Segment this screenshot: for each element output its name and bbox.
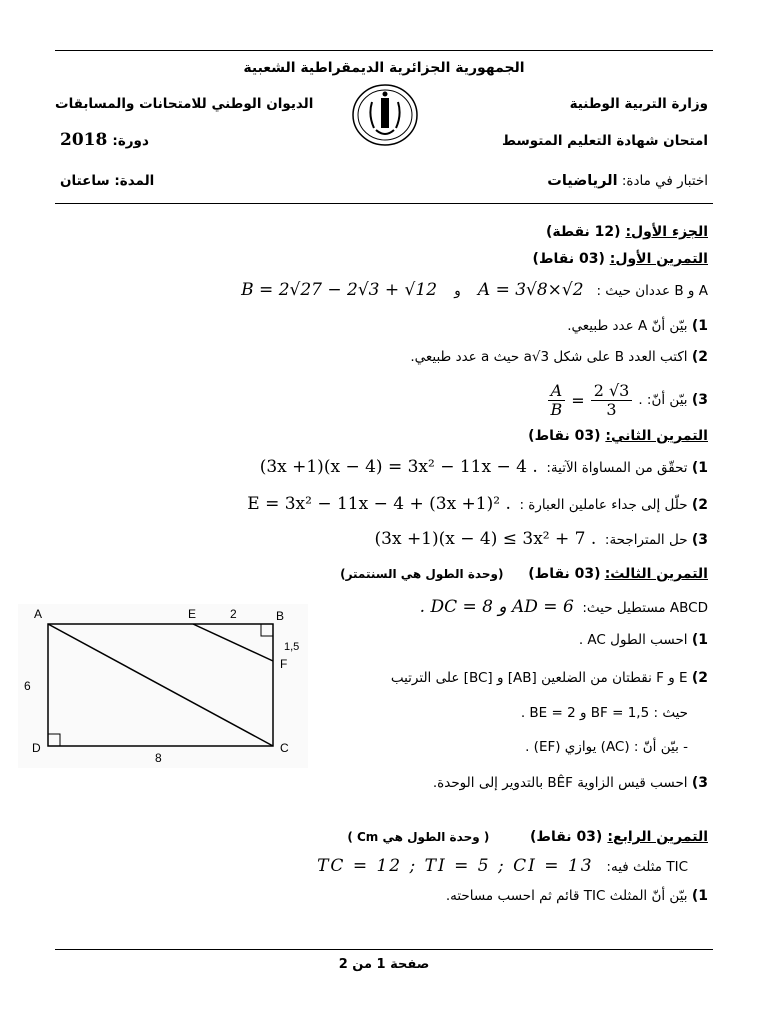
ex2-q2-num: 2)	[691, 497, 708, 513]
dim-eb: 2	[230, 607, 237, 621]
republic-title: الجمهورية الجزائرية الديمقراطية الشعبية	[243, 60, 525, 76]
ex4-heading	[347, 826, 708, 845]
ex3-heading	[340, 566, 708, 582]
ex3-intro-line	[420, 597, 708, 617]
part1-title: الجزء الأول:	[625, 224, 708, 240]
ex2-q2	[247, 494, 708, 514]
ex1-q3-num: 3)	[691, 392, 708, 408]
header-bottom-rule	[55, 203, 713, 204]
ex1-title: التمرين الأول:	[609, 251, 708, 267]
part1-points: (12 نقطة)	[545, 224, 621, 240]
label-f: F	[280, 657, 288, 671]
ex2-q3-text: حل المتراجحة:	[604, 532, 688, 548]
label-c: C	[280, 741, 289, 755]
ex2-title: التمرين الثاني:	[605, 428, 708, 444]
ex3-points: (03 نقاط)	[528, 566, 601, 582]
ex1-q3-equation: $\frac{A}{B}$ = $\frac{2 √3}{3}$ .	[548, 382, 643, 419]
ex1-points: (03 نقاط)	[532, 251, 605, 267]
ex3-q3-text: احسب قيس الزاوية BÊF بالتدوير إلى الوحدة.	[432, 775, 688, 791]
duration-value: ساعتان	[60, 173, 110, 189]
ex1-q1	[567, 318, 708, 334]
ex4-q1	[446, 888, 708, 904]
ex2-q2-text: حلّل إلى جداء عاملين العبارة :	[519, 497, 688, 513]
ex4-intro-formula: TC = 12 ; TI = 5 ; CI = 13	[317, 856, 594, 876]
ex4-q1-text: بيّن أنّ المثلث TIC قائم ثم احسب مساحته.	[445, 888, 688, 904]
subject-info	[547, 173, 708, 189]
ex4-unit: ( وحدة الطول هي Cm )	[347, 830, 490, 844]
ex3-q3-num: 3)	[691, 775, 708, 791]
ex3-intro-formula: AD = 6 و DC = 8 .	[419, 597, 574, 617]
ex2-q1-text: تحقّق من المساواة الآتية:	[546, 460, 688, 476]
ministry-name: وزارة التربية الوطنية	[569, 96, 708, 112]
equals-sign: =	[571, 390, 585, 410]
dim-dc: 8	[155, 751, 162, 765]
ex2-q1-formula: (3x +1)(x − 4) = 3x² − 11x − 4 .	[259, 457, 538, 477]
page-number: صفحة 1 من 2	[338, 957, 430, 972]
ex1-heading	[533, 251, 708, 267]
ex4-title: التمرين الرابع:	[607, 829, 708, 845]
fraction-2root3-over-3	[591, 382, 633, 419]
ex3-unit: (وحدة الطول هي السنتمتر)	[340, 567, 504, 581]
ex2-q2-formula: E = 3x² − 11x − 4 + (3x +1)² .	[247, 494, 511, 514]
denominator-b: B	[550, 399, 563, 419]
ex1-and: و	[454, 283, 461, 299]
ex1-q3	[548, 380, 708, 420]
ex3-q2	[391, 670, 708, 686]
ex3-q2c: - بيّن أنّ : (AC) يوازي (EF) .	[525, 739, 688, 755]
rectangle-figure	[18, 604, 308, 768]
fraction-a-over-b	[548, 382, 566, 419]
footer-rule	[55, 949, 713, 950]
ex1-formula-a: A = 3√8×√2	[477, 280, 584, 300]
label-a: A	[34, 607, 43, 621]
subject-name: الرياضيات	[547, 173, 618, 189]
ex4-intro: TIC مثلث فيه:	[606, 859, 688, 875]
ex2-heading	[528, 428, 708, 444]
ex1-q2	[410, 349, 708, 365]
emblem-logo	[350, 82, 420, 148]
ex1-formula-b: B = 2√27 − 2√3 + √12	[241, 280, 438, 300]
ex3-q1	[579, 632, 708, 648]
ex3-title: التمرين الثالث:	[604, 566, 708, 582]
ex1-q2-num: 2)	[691, 349, 708, 365]
label-e: E	[188, 607, 197, 621]
duration-info	[60, 173, 154, 189]
ex2-q1	[260, 457, 708, 477]
ex1-intro-line	[241, 280, 708, 300]
ex1-q3-text: بيّن أنّ:	[646, 392, 688, 408]
ex1-q2-text: اكتب العدد B على شكل a√3 حيث a عدد طبيعي.	[410, 349, 688, 365]
ex3-q2-text: E و F نقطتان من الضلعين [AB] و [BC] على الترتيب	[390, 670, 688, 686]
ex4-points: (03 نقاط)	[530, 829, 603, 845]
ex3-q2-num: 2)	[691, 670, 708, 686]
duration-label: المدة:	[114, 173, 155, 189]
session-year: 2018	[60, 130, 108, 150]
ex2-q3	[375, 529, 709, 549]
ex3-q1-text: احسب الطول AC .	[578, 632, 688, 648]
ex1-q1-num: 1)	[691, 318, 708, 334]
ex2-q1-num: 1)	[691, 460, 708, 476]
dim-ad: 6	[24, 679, 31, 693]
ex3-intro: ABCD مستطيل حيث:	[582, 600, 708, 616]
numerator-a: A	[548, 382, 566, 401]
denominator-3: 3	[606, 399, 617, 419]
exam-name: امتحان شهادة التعليم المتوسط	[502, 133, 708, 149]
label-d: D	[32, 741, 41, 755]
dim-bf: 1,5	[284, 641, 300, 653]
ex2-q3-formula: (3x +1)(x − 4) ≤ 3x² + 7 .	[374, 529, 597, 549]
ex2-q3-num: 3)	[691, 532, 708, 548]
session-label: دورة:	[112, 133, 149, 149]
ex1-q1-text: بيّن أنّ A عدد طبيعي.	[567, 318, 688, 334]
label-b: B	[276, 609, 285, 623]
ex2-points: (03 نقاط)	[528, 428, 601, 444]
ex1-intro: A و B عددان حيث :	[596, 283, 708, 299]
ex4-q1-num: 1)	[691, 888, 708, 904]
ex3-q3	[433, 775, 708, 791]
subject-label: اختبار في مادة:	[621, 173, 708, 189]
part1-heading	[546, 224, 708, 240]
office-name: الديوان الوطني للامتحانات والمسابقات	[55, 96, 314, 112]
ex3-q1-num: 1)	[691, 632, 708, 648]
ex4-intro-line	[317, 856, 688, 876]
top-rule	[55, 50, 713, 51]
numerator-2root3: 2 √3	[591, 382, 633, 401]
session-info	[60, 130, 149, 150]
ex3-q2b: حيث : BF = 1,5 و BE = 2 .	[520, 705, 688, 721]
